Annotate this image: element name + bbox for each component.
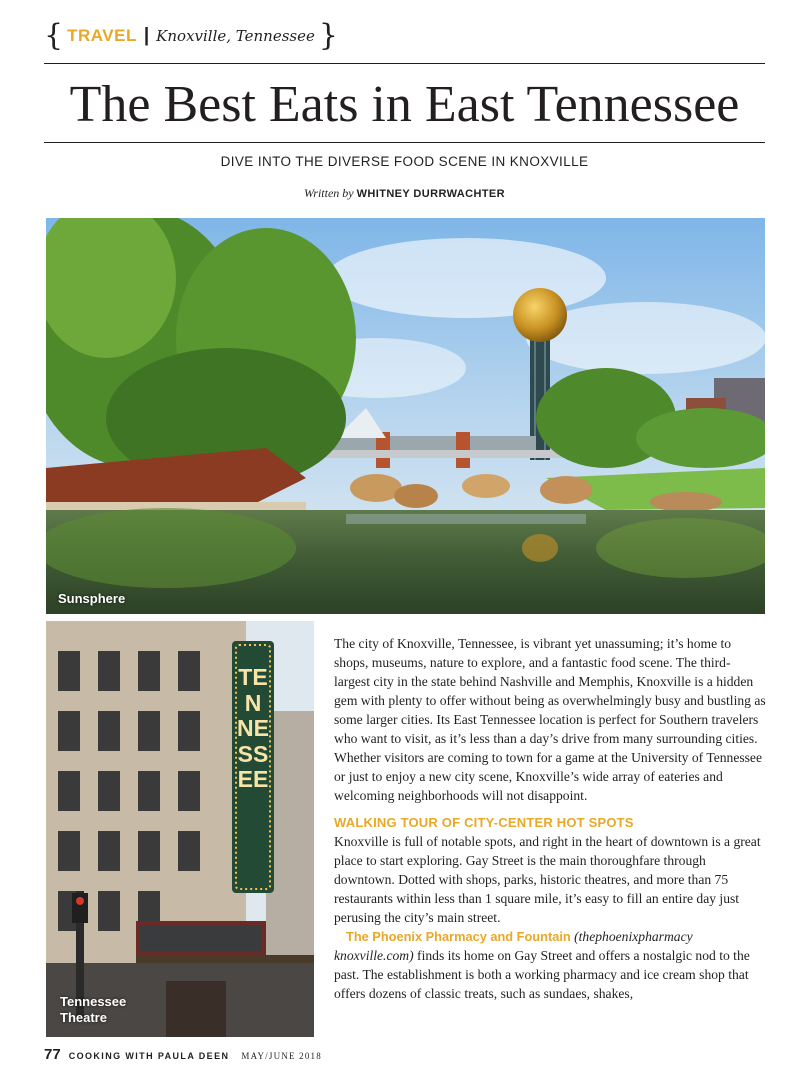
- theatre-caption: Tennessee Theatre: [60, 994, 127, 1025]
- right-brace-ornament: }: [318, 18, 338, 53]
- sunsphere-caption: Sunsphere: [58, 591, 126, 606]
- phoenix-pharmacy-url: (thephoenixpharmacy knoxville.com): [334, 929, 693, 963]
- section-heading: WALKING TOUR OF CITY-CENTER HOT SPOTS: [334, 815, 634, 830]
- paragraph-walking-tour: Knoxville is full of notable spots, and right in the heart of downtown is a great place to start exploring. Gay Street is the main thoroughfare through downtown. Dotted with shops, parks, historic theatres, and more than 75 restaurants within less than 1 square mile, it’s easy to fill an entire day just perusing the city’s main street.: [334, 834, 761, 925]
- section-header: [44, 20, 338, 52]
- tennessee-theatre-photo: [46, 621, 314, 1037]
- byline: [44, 186, 765, 201]
- tennessee-sign: TENNESSEE: [237, 664, 269, 792]
- paragraph-intro: The city of Knoxville, Tennessee, is vibrant yet unassuming; it’s home to shops, museums, nature to explore, and a fantastic food scene. The third-largest city in the state behind Nashville and Memphis, Knoxville is a hidden gem with plenty to offer without being as overwhelmingly busy and bustling as some larger cities. Its East Tennessee location is perfect for Southern travelers who want to visit, as it’s less than a day’s drive from many surrounding cities. Whether visitors are coming to town for a game at the University of Tennessee or just to enjoy a new city scene, Knoxville’s wide array of eateries and welcoming neighborhoods will not disappoint.: [334, 636, 766, 803]
- page-number: 77: [44, 1046, 61, 1063]
- left-brace-ornament: {: [44, 18, 64, 53]
- phoenix-pharmacy-name: The Phoenix Pharmacy and Fountain: [346, 929, 571, 944]
- top-rule: [44, 63, 765, 64]
- issue-date: MAY/JUNE 2018: [241, 1051, 322, 1061]
- article-body: [334, 634, 766, 1003]
- title-rule: [44, 142, 765, 143]
- section-separator: |: [143, 25, 150, 46]
- author-name: WHITNEY DURRWACHTER: [356, 188, 506, 200]
- article-subtitle: DIVE INTO THE DIVERSE FOOD SCENE IN KNOXVILLE: [220, 154, 589, 169]
- magazine-name: COOKING WITH PAULA DEEN: [68, 1051, 230, 1061]
- phoenix-pharmacy-text: finds its home on Gay Street and offers a nostalgic nod to the past. The establishment is both a working pharmacy and ice cream shop that offers dozens of classic treats, such as sundaes, shakes,: [334, 948, 750, 1001]
- sunsphere-photo: [46, 218, 765, 614]
- location-label: Knoxville, Tennessee: [156, 27, 315, 45]
- paragraph-phoenix: [334, 927, 766, 1003]
- page-footer: [44, 1046, 322, 1068]
- section-label: TRAVEL: [67, 26, 137, 45]
- article-title: The Best Eats in East Tennessee: [69, 76, 740, 133]
- byline-prefix: Written by: [303, 186, 354, 200]
